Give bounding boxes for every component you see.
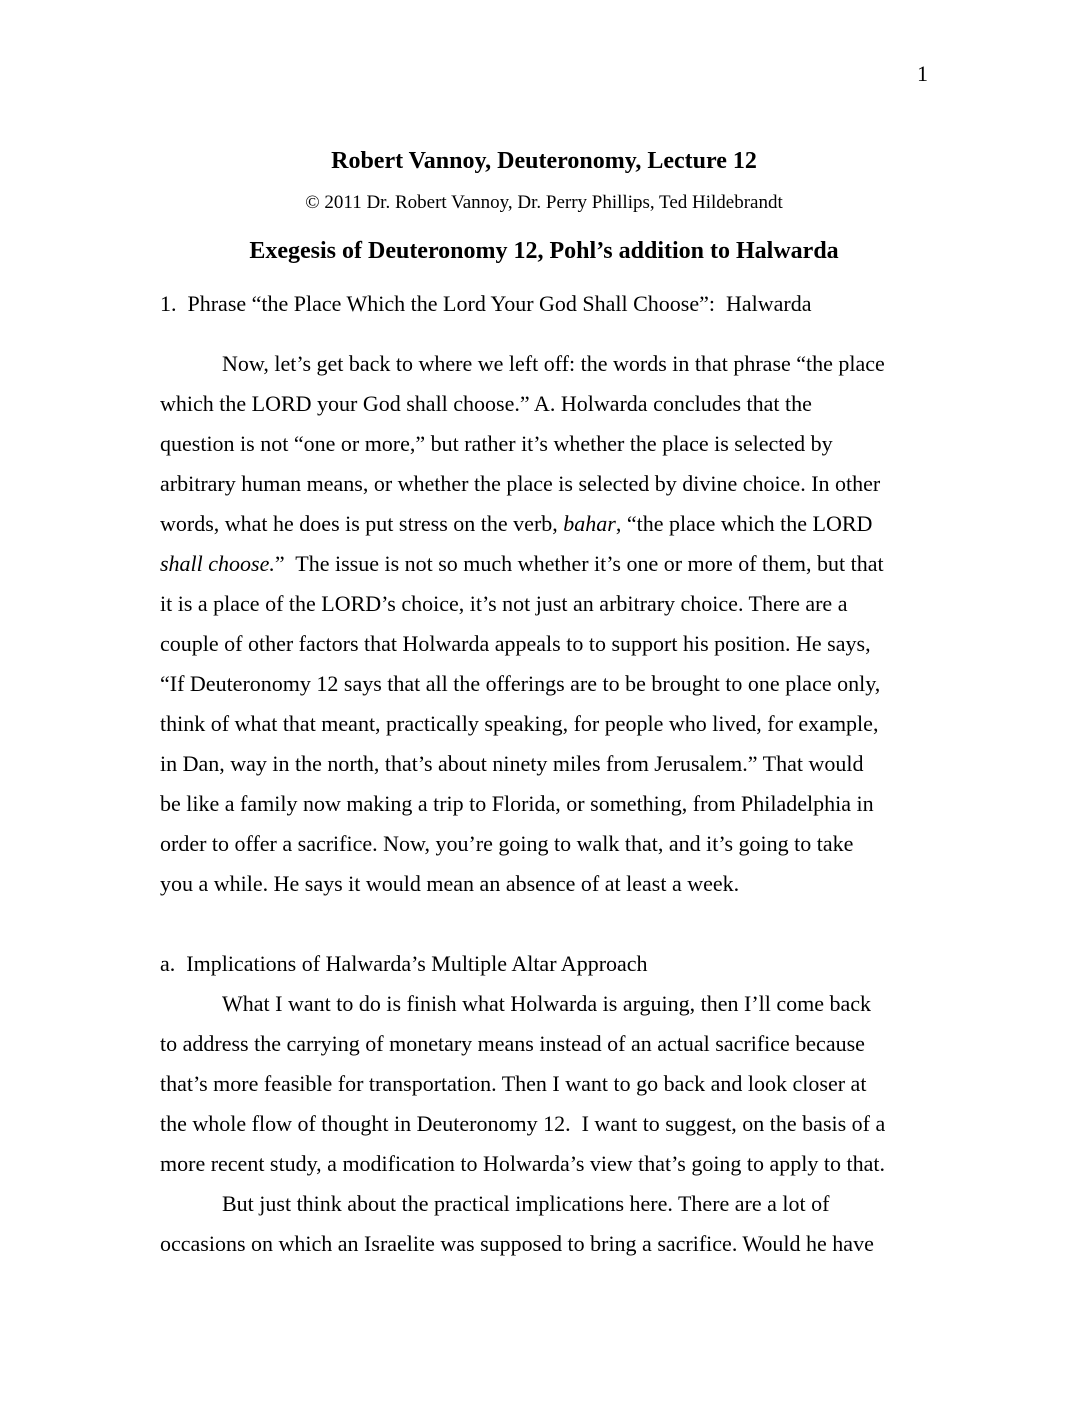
- document-title: Robert Vannoy, Deuteronomy, Lecture 12: [331, 148, 757, 174]
- paragraph-lead: [160, 344, 960, 904]
- subject-heading: Exegesis of Deuteronomy 12, Pohl’s addition to Halwarda: [249, 238, 839, 264]
- text-line: [160, 984, 960, 1024]
- italic-text-segment: shall choose.: [160, 551, 275, 576]
- text-segment: to address the carrying of monetary means instead of an actual sacrifice because: [160, 1031, 865, 1056]
- paragraph: [160, 1184, 960, 1264]
- text-line: [160, 464, 960, 504]
- text-line: [160, 944, 960, 984]
- page-number: 1: [917, 61, 928, 86]
- text-line: [160, 704, 960, 744]
- text-line: [160, 1144, 960, 1184]
- text-line: [160, 1184, 960, 1224]
- text-segment: But just think about the practical implications here. There are a lot of: [222, 1191, 830, 1216]
- text-segment: arbitrary human means, or whether the place is selected by divine choice. In other: [160, 471, 881, 496]
- text-line: [160, 504, 960, 544]
- text-segment: , “the place which the LORD: [615, 511, 873, 536]
- text-segment: the whole flow of thought in Deuteronomy 12. I want to suggest, on the basis of a: [160, 1111, 886, 1136]
- text-segment: What I want to do is finish what Holwarda is arguing, then I’ll come back: [222, 991, 872, 1016]
- text-segment: Now, let’s get back to where we left off: the words in that phrase “the place: [222, 351, 885, 376]
- text-line: [160, 744, 960, 784]
- text-line: [160, 1104, 960, 1144]
- text-line: [160, 384, 960, 424]
- text-line: [160, 344, 960, 384]
- text-line: [160, 624, 960, 664]
- text-segment: couple of other factors that Holwarda appeals to to support his position. He says,: [160, 631, 871, 656]
- document-body: [160, 284, 960, 1264]
- copyright-line: © 2011 Dr. Robert Vannoy, Dr. Perry Phillips, Ted Hildebrandt: [305, 192, 783, 213]
- text-line: [160, 424, 960, 464]
- text-segment: a. Implications of Halwarda’s Multiple Altar Approach: [160, 951, 648, 976]
- text-segment: occasions on which an Israelite was supposed to bring a sacrifice. Would he have: [160, 1231, 874, 1256]
- text-line: [160, 584, 960, 624]
- text-line: [160, 544, 960, 584]
- text-segment: question is not “one or more,” but rather it’s whether the place is selected by: [160, 431, 833, 456]
- text-line: [160, 864, 960, 904]
- text-segment: 1. Phrase “the Place Which the Lord Your God Shall Choose”: Halwarda: [160, 291, 812, 316]
- text-segment: ” The issue is not so much whether it’s one or more of them, but that: [274, 551, 884, 576]
- paragraph: [160, 984, 960, 1184]
- italic-text-segment: bahar: [563, 511, 616, 536]
- text-segment: more recent study, a modification to Holwarda’s view that’s going to apply to that.: [160, 1151, 886, 1176]
- text-segment: that’s more feasible for transportation. Then I want to go back and look closer at: [160, 1071, 867, 1096]
- text-line: [160, 784, 960, 824]
- text-segment: “If Deuteronomy 12 says that all the offerings are to be brought to one place only,: [160, 671, 881, 696]
- text-segment: order to offer a sacrifice. Now, you’re going to walk that, and it’s going to take: [160, 831, 854, 856]
- text-line: [160, 1024, 960, 1064]
- section-heading: [160, 284, 960, 324]
- text-segment: be like a family now making a trip to Florida, or something, from Philadelphia in: [160, 791, 874, 816]
- text-line: [160, 664, 960, 704]
- text-segment: which the LORD your God shall choose.” A. Holwarda concludes that the: [160, 391, 812, 416]
- text-segment: it is a place of the LORD’s choice, it’s not just an arbitrary choice. There are a: [160, 591, 848, 616]
- text-line: [160, 284, 960, 324]
- text-line: [160, 1224, 960, 1264]
- text-segment: think of what that meant, practically speaking, for people who lived, for example,: [160, 711, 879, 736]
- sub-heading: [160, 944, 960, 984]
- text-line: [160, 824, 960, 864]
- text-segment: in Dan, way in the north, that’s about ninety miles from Jerusalem.” That would: [160, 751, 864, 776]
- text-segment: you a while. He says it would mean an absence of at least a week.: [160, 871, 740, 896]
- text-line: [160, 1064, 960, 1104]
- text-segment: words, what he does is put stress on the verb,: [160, 511, 564, 536]
